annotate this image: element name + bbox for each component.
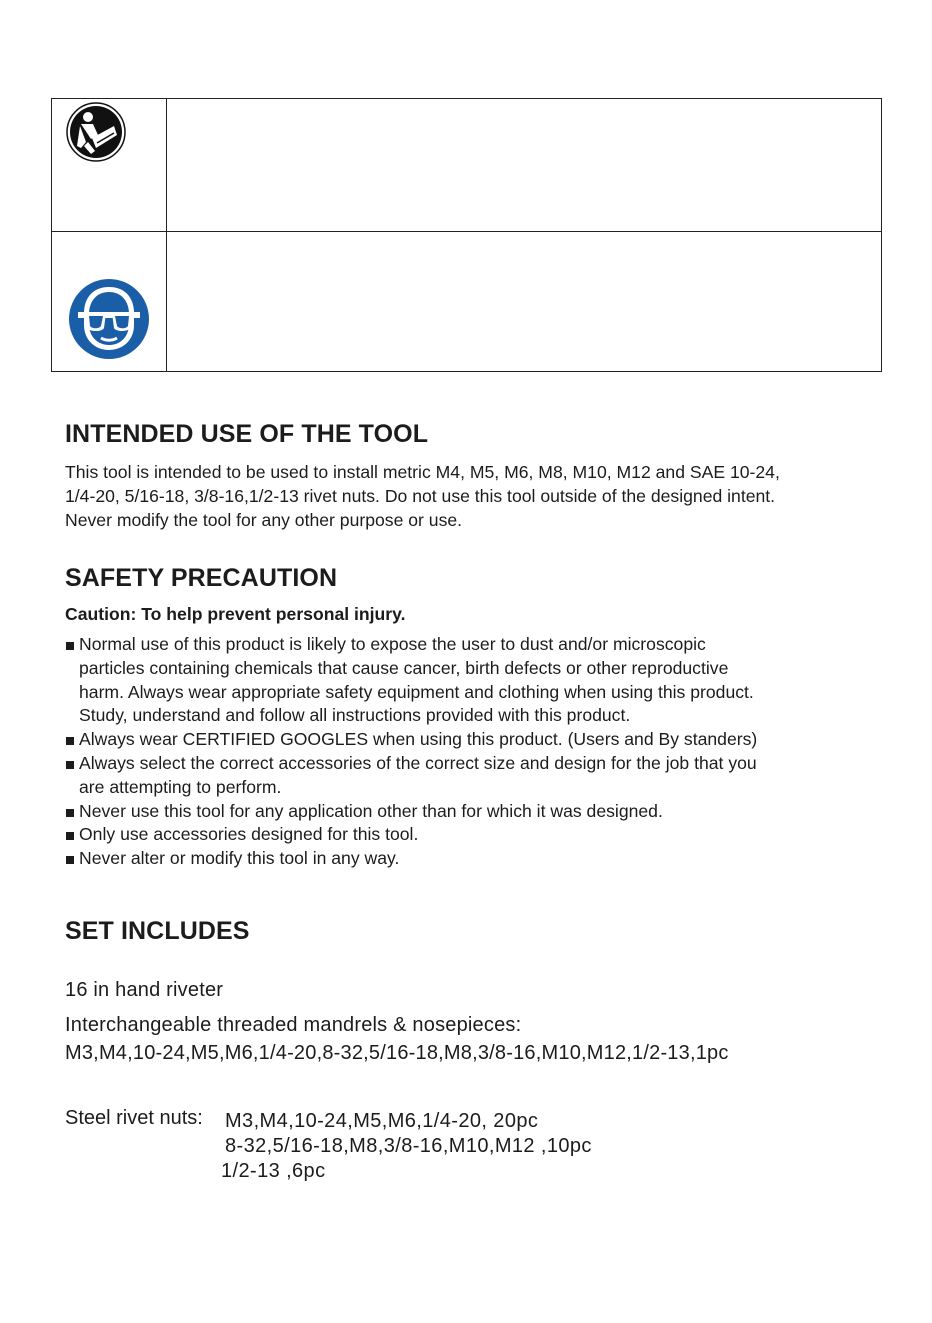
rivet-nuts-line: 1/2-13 ,6pc: [221, 1160, 326, 1182]
wear-goggles-icon: [68, 278, 150, 360]
safety-list: [65, 633, 885, 871]
rivet-nuts-line: 8-32,5/16-18,M8,3/8-16,M10,M12 ,10pc: [225, 1135, 592, 1157]
list-item-line: Always select the correct accessories of the correct size and design for the job that you: [79, 752, 757, 773]
riveter-item: 16 in hand riveter: [65, 979, 224, 1001]
list-item: [65, 752, 885, 800]
list-item: [65, 823, 885, 847]
list-item-line: particles containing chemicals that cause cancer, birth defects or other reproductive: [79, 657, 729, 678]
rivet-nuts-line: M3,M4,10-24,M5,M6,1/4-20, 20pc: [225, 1110, 539, 1132]
set-includes-heading: SET INCLUDES: [65, 917, 250, 945]
rivet-nuts-label: Steel rivet nuts:: [65, 1107, 203, 1129]
bullet-square-icon: [66, 761, 74, 769]
intended-use-heading: INTENDED USE OF THE TOOL: [65, 420, 429, 448]
safety-heading: SAFETY PRECAUTION: [65, 564, 338, 592]
bullet-square-icon: [66, 737, 74, 745]
list-item: [65, 800, 885, 824]
list-item-line: are attempting to perform.: [79, 776, 282, 797]
mandrels-label: Interchangeable threaded mandrels & nosepieces:: [65, 1014, 522, 1036]
bullet-square-icon: [66, 832, 74, 840]
list-item-line: Study, understand and follow all instructions provided with this product.: [79, 705, 631, 726]
list-item: [65, 728, 885, 752]
list-item: [65, 633, 885, 728]
manual-row: [52, 99, 881, 232]
list-item-line: Never use this tool for any application other than for which it was designed.: [79, 800, 663, 821]
table-divider: [166, 99, 167, 371]
bullet-square-icon: [66, 809, 74, 817]
paragraph-line: 1/4-20, 5/16-18, 3/8-16,1/2-13 rivet nuts. Do not use this tool outside of the designed intent.: [65, 486, 776, 506]
mandrels-values: M3,M4,10-24,M5,M6,1/4-20,8-32,5/16-18,M8,3/8-16,M10,M12,1/2-13,1pc: [65, 1042, 729, 1064]
list-item-line: Normal use of this product is likely to expose the user to dust and/or microscopic: [79, 634, 706, 654]
caution-text: Caution: To help prevent personal injury.: [65, 604, 406, 624]
bullet-square-icon: [66, 856, 74, 864]
paragraph-line: This tool is intended to be used to install metric M4, M5, M6, M8, M10, M12 and SAE 10-24,: [65, 462, 780, 482]
list-item: [65, 847, 885, 871]
paragraph-line: Never modify the tool for any other purpose or use.: [65, 510, 463, 530]
bullet-square-icon: [66, 642, 74, 650]
goggles-row: [52, 232, 881, 371]
list-item-line: harm. Always wear appropriate safety equipment and clothing when using this product.: [79, 681, 754, 702]
list-item-line: Only use accessories designed for this tool.: [79, 824, 419, 845]
list-item-line: Always wear CERTIFIED GOOGLES when using this product. (Users and By standers): [79, 729, 758, 750]
list-item-line: Never alter or modify this tool in any way.: [79, 848, 400, 869]
intended-use-paragraph: [65, 460, 885, 532]
safety-icon-table: [51, 98, 882, 372]
read-manual-icon: [66, 102, 126, 162]
